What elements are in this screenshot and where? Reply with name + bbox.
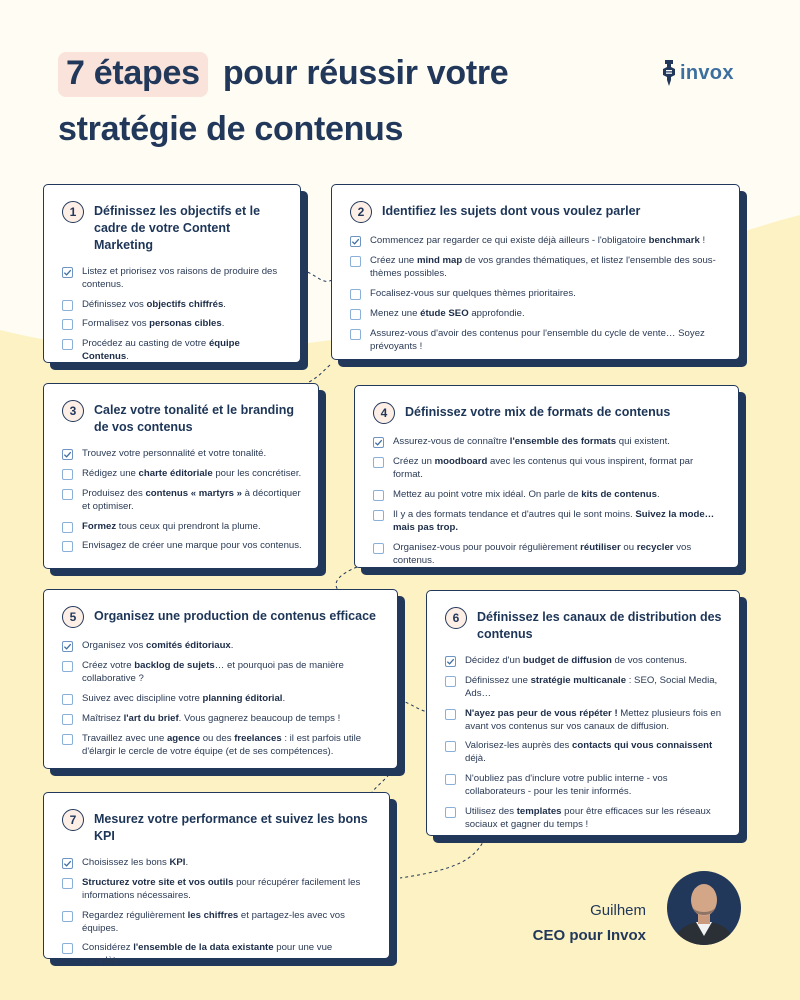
item-text: approfondie.	[468, 307, 525, 319]
checkbox-icon[interactable]	[445, 774, 456, 785]
checkbox-icon[interactable]	[445, 807, 456, 818]
item-text-bold: recycler	[636, 541, 674, 553]
step-number-badge: 3	[62, 400, 84, 422]
checklist-item	[350, 235, 725, 248]
checkbox-icon[interactable]	[62, 541, 73, 552]
item-text: pour une vue complète.	[82, 942, 333, 967]
checkbox-icon[interactable]	[373, 490, 384, 501]
checklist-item	[62, 540, 304, 553]
item-text-bold: l'ensemble des formats	[509, 436, 617, 447]
checklist-item	[445, 740, 725, 766]
checklist-item	[373, 509, 724, 535]
step-checklist	[373, 436, 724, 568]
item-text-bold: kits de contenus	[581, 488, 657, 500]
item-text: Formalisez vos	[82, 318, 150, 330]
checkbox-icon[interactable]	[62, 734, 73, 745]
checkbox-icon[interactable]	[62, 300, 73, 311]
checkbox-icon[interactable]	[445, 709, 456, 720]
item-text-bold: agence	[166, 732, 201, 744]
item-text: Utilisez des	[465, 806, 517, 818]
item-text: ou des	[200, 732, 235, 744]
item-text: Listez et priorisez vos raisons de produire des contenus.	[82, 265, 278, 290]
item-text: Envisagez de créer une marque pour vos contenus.	[82, 540, 302, 552]
item-text: Produisez des	[82, 487, 146, 499]
item-text: Considérez	[82, 942, 134, 954]
step-number-badge: 7	[62, 809, 84, 831]
item-text-bold: KPI	[169, 856, 186, 868]
step-checklist	[62, 266, 286, 365]
item-text-bold: mind map	[416, 254, 463, 266]
step-header	[62, 398, 304, 436]
checklist-item	[62, 266, 286, 292]
item-text: Il y a des formats tendance et d'autres qui le sont moins.	[393, 508, 636, 520]
item-text-bold: les chiffres	[187, 909, 239, 921]
step-card-1	[43, 184, 301, 363]
step-card-2	[331, 184, 740, 360]
item-text-bold: personas cibles	[149, 318, 222, 330]
item-text-bold: l'ensemble de la data existante	[133, 942, 274, 954]
checklist-item	[350, 255, 725, 281]
checkbox-icon[interactable]	[62, 911, 73, 922]
item-text-bold: moodboard	[434, 455, 488, 467]
item-text: Trouvez votre personnalité et votre tonalité.	[82, 447, 267, 459]
item-text-bold: Structurez votre site et vos outils	[82, 876, 234, 888]
item-text: Choisissez les bons	[82, 856, 170, 868]
item-text: Définissez une	[465, 674, 531, 686]
item-text: .	[656, 488, 660, 500]
item-text: Créez votre	[82, 659, 135, 671]
checkbox-icon[interactable]	[62, 878, 73, 889]
invox-logo[interactable]	[662, 60, 734, 86]
item-text: N'oubliez pas d'inclure votre public interne - vos collaborateurs - pour les tenir informés.	[465, 773, 668, 798]
item-text-bold: benchmark	[648, 235, 700, 246]
item-text-bold: charte éditoriale	[138, 467, 213, 479]
checklist-item	[62, 640, 383, 653]
logo-text: invox	[680, 61, 734, 84]
step-title: Identifiez les sujets dont vous voulez parler	[382, 204, 641, 218]
item-text: .	[223, 298, 226, 310]
checklist-item	[62, 338, 286, 364]
checklist-item	[62, 448, 304, 461]
item-text-bold: étude SEO	[420, 307, 469, 319]
step-title: Organisez une production de contenus efficace	[94, 609, 376, 623]
checked-checkbox-icon[interactable]	[62, 267, 73, 278]
checklist-item	[62, 693, 383, 706]
step-card-3	[43, 383, 319, 569]
item-text-bold: contacts qui vous connaissent	[572, 740, 713, 752]
title-rest: pour réussir votre	[222, 54, 509, 92]
item-text: … et pourquoi pas de manière collaborative ?	[82, 659, 344, 684]
checkbox-icon[interactable]	[350, 256, 361, 267]
step-number-badge: 4	[373, 402, 395, 424]
checklist-item	[350, 288, 725, 301]
item-text-bold: budget de diffusion	[522, 654, 612, 666]
checklist-item	[62, 942, 375, 968]
item-text-bold: freelances	[234, 732, 282, 744]
item-text-bold: backlog de sujets	[134, 659, 215, 671]
author-name: Guilhem	[590, 902, 646, 919]
step-title: Mesurez votre performance et suivez les bons KPI	[94, 812, 368, 843]
item-text-bold: N'ayez pas peur de vous répéter !	[465, 707, 618, 719]
item-text: Créez un	[393, 455, 435, 467]
step-header	[445, 605, 725, 643]
item-text: tous ceux qui prendront la plume.	[116, 520, 261, 532]
checkbox-icon[interactable]	[62, 943, 73, 954]
item-text: Assurez-vous d'avoir des contenus pour l'ensemble du cycle de vente… Soyez prévoyants !	[370, 327, 705, 352]
item-text: Maîtrisez	[82, 712, 124, 724]
item-text: Valorisez-les auprès des	[465, 740, 573, 752]
checkbox-icon[interactable]	[62, 661, 73, 672]
checkbox-icon[interactable]	[445, 676, 456, 687]
checklist-item	[373, 489, 724, 502]
item-text: : il est parfois utile d'élargir le cercle de votre équipe (et de ses compétences).	[82, 732, 362, 757]
step-header	[62, 604, 383, 628]
checklist-item	[373, 542, 724, 568]
item-text-bold: équipe Contenus	[82, 338, 240, 363]
checked-checkbox-icon[interactable]	[62, 858, 73, 869]
item-text: vos contenus.	[393, 541, 692, 566]
item-text-bold: contenus « martyrs »	[145, 487, 242, 499]
step-header	[350, 199, 725, 223]
item-text: Organisez vos	[82, 640, 146, 651]
step-number-badge: 6	[445, 607, 467, 629]
item-text-bold: templates	[516, 806, 562, 818]
step-card-6	[426, 590, 740, 836]
checkbox-icon[interactable]	[62, 339, 73, 350]
step-title: Définissez les objectifs et le cadre de votre Content Marketing	[94, 204, 261, 252]
checklist-item	[350, 328, 725, 354]
item-text-bold: réutiliser	[580, 541, 621, 553]
item-text: pour récupérer facilement les informations nécessaires.	[82, 876, 361, 901]
item-text: avec les contenus qui vous inspirent, format par format.	[393, 455, 694, 480]
item-text: Mettez au point votre mix idéal. On parle de	[393, 488, 582, 500]
checkbox-icon[interactable]	[350, 329, 361, 340]
checklist-item	[62, 488, 304, 514]
item-text: : SEO, Social Media, Ads…	[465, 674, 718, 699]
checklist-item	[62, 877, 375, 903]
checklist-item	[62, 910, 375, 936]
title-highlight: 7 étapes	[58, 52, 208, 97]
item-text: !	[699, 235, 706, 246]
checklist-item	[350, 308, 725, 321]
item-text: Menez une	[370, 307, 421, 319]
checklist-item	[62, 318, 286, 331]
item-text: .	[230, 640, 234, 651]
checklist-item	[445, 655, 725, 668]
item-text: à décortiquer et optimiser.	[82, 487, 301, 512]
checklist-item	[373, 456, 724, 482]
checkbox-icon[interactable]	[62, 714, 73, 725]
checklist-item	[62, 521, 304, 534]
step-number-badge: 5	[62, 606, 84, 628]
item-text: Commencez par regarder ce qui existe déjà ailleurs - l'obligatoire	[370, 235, 649, 246]
item-text: déjà.	[465, 753, 486, 765]
step-checklist	[62, 857, 375, 969]
item-text: de vos grandes thématiques, et listez l'ensemble des sous-thèmes possibles.	[370, 254, 716, 279]
item-text-bold: Suivez la mode… mais pas trop.	[393, 508, 715, 533]
item-text: Créez une	[370, 254, 417, 266]
item-text: .	[126, 351, 129, 363]
item-text: Rédigez une	[82, 467, 139, 479]
step-number-badge: 2	[350, 201, 372, 223]
item-text: ou	[620, 541, 637, 553]
checkbox-icon[interactable]	[62, 489, 73, 500]
item-text: .	[282, 692, 286, 704]
checklist-item	[62, 857, 375, 870]
step-title: Définissez les canaux de distribution des contenus	[477, 610, 722, 641]
item-text: Assurez-vous de connaître	[393, 436, 510, 447]
checkbox-icon[interactable]	[373, 543, 384, 554]
invox-logo-icon	[662, 60, 676, 86]
checkbox-icon[interactable]	[445, 741, 456, 752]
step-checklist	[62, 640, 383, 759]
item-text: Travaillez avec une	[82, 732, 167, 744]
step-card-7	[43, 792, 390, 967]
checkbox-icon[interactable]	[373, 457, 384, 468]
step-checklist	[350, 235, 725, 354]
item-text: Décidez d'un	[465, 654, 523, 666]
step-title: Calez votre tonalité et le branding de vos contenus	[94, 403, 295, 434]
checked-checkbox-icon[interactable]	[373, 437, 384, 448]
checkbox-icon[interactable]	[350, 309, 361, 320]
item-text: Focalisez-vous sur quelques thèmes prioritaires.	[370, 287, 576, 299]
checklist-item	[62, 733, 383, 759]
page-title-line-2: stratégie de contenus	[58, 110, 404, 148]
item-text-bold: comités éditoriaux	[146, 640, 231, 651]
checklist-item	[445, 675, 725, 701]
checklist-item	[445, 773, 725, 799]
step-checklist	[445, 655, 725, 832]
checkbox-icon[interactable]	[62, 319, 73, 330]
checkbox-icon[interactable]	[350, 289, 361, 300]
step-card-4	[354, 385, 739, 568]
item-text-bold: objectifs chiffrés	[146, 298, 224, 310]
author-avatar	[666, 870, 742, 946]
checklist-item	[62, 660, 383, 686]
checklist-item	[373, 436, 724, 449]
item-text: qui existent.	[616, 436, 670, 447]
author-role: CEO pour Invox	[532, 927, 646, 944]
item-text: Suivez avec discipline votre	[82, 692, 203, 704]
checked-checkbox-icon[interactable]	[445, 656, 456, 667]
checklist-item	[62, 713, 383, 726]
checklist-item	[62, 299, 286, 312]
checked-checkbox-icon[interactable]	[62, 449, 73, 460]
checkbox-icon[interactable]	[62, 694, 73, 705]
item-text: Organisez-vous pour pouvoir régulièrement	[393, 541, 581, 553]
checklist-item	[445, 806, 725, 832]
checkbox-icon[interactable]	[373, 510, 384, 521]
item-text-bold: l'art du brief	[123, 712, 179, 724]
item-text: pour être efficaces sur les réseaux sociaux et gagner du temps !	[465, 806, 711, 831]
step-header	[62, 199, 286, 254]
step-number-badge: 1	[62, 201, 84, 223]
checklist-item	[445, 708, 725, 734]
author-block	[520, 902, 646, 944]
step-title: Définissez votre mix de formats de contenus	[405, 405, 671, 419]
page-title-line-1	[58, 52, 508, 97]
item-text-bold: planning éditorial	[202, 692, 283, 704]
item-text: de vos contenus.	[611, 654, 688, 666]
checked-checkbox-icon[interactable]	[62, 641, 73, 652]
item-text-bold: stratégie multicanale	[530, 674, 627, 686]
step-header	[62, 807, 375, 845]
step-card-5	[43, 589, 398, 769]
item-text-bold: Formez	[82, 520, 117, 532]
item-text: .	[185, 856, 189, 868]
checkbox-icon[interactable]	[62, 522, 73, 533]
item-text: . Vous gagnerez beaucoup de temps !	[178, 712, 341, 724]
item-text: Regardez régulièrement	[82, 909, 188, 921]
item-text: et partagez-les avec vos équipes.	[82, 909, 345, 934]
item-text: .	[221, 318, 225, 330]
checked-checkbox-icon[interactable]	[350, 236, 361, 247]
item-text: pour les concrétiser.	[212, 467, 302, 479]
item-text: Définissez vos	[82, 298, 147, 310]
step-checklist	[62, 448, 304, 554]
item-text: Procédez au casting de votre	[82, 338, 209, 350]
checklist-item	[62, 468, 304, 481]
step-header	[373, 400, 724, 424]
checkbox-icon[interactable]	[62, 469, 73, 480]
item-text: Mettez plusieurs fois en avant vos contenus sur vos canaux de diffusion.	[465, 707, 722, 732]
